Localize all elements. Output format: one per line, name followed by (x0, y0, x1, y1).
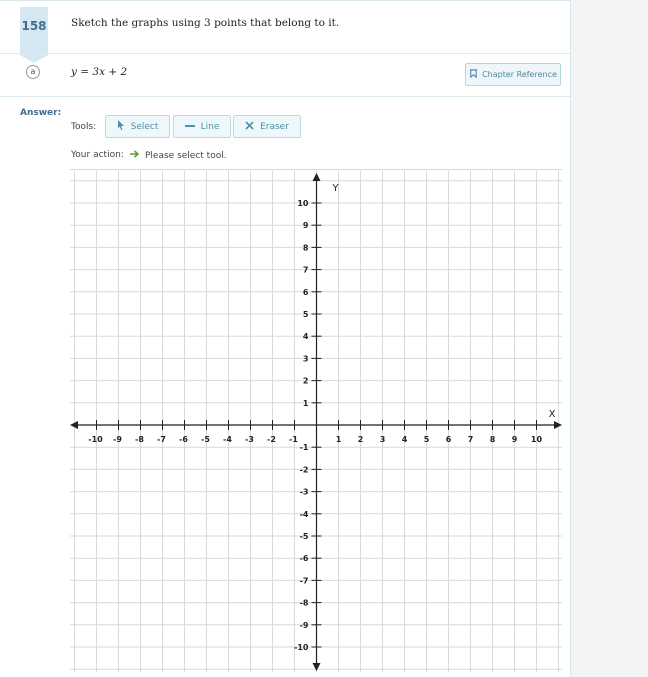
graph-top-rule (70, 169, 562, 170)
action-status (130, 150, 227, 161)
x-tick-label: 10 (530, 435, 543, 444)
y-tick-label: -9 (299, 620, 309, 630)
divider (0, 96, 570, 97)
y-axis-arrow-down (313, 663, 321, 671)
y-axis-label: Y (332, 183, 339, 194)
y-tick-label: -8 (299, 598, 309, 608)
select-tool-label: Select (130, 121, 159, 132)
chapter-reference-label: Chapter Reference (482, 70, 557, 79)
x-tick-label: -7 (157, 435, 166, 444)
y-tick-label: -1 (299, 443, 309, 453)
x-tick-label: -6 (179, 435, 188, 444)
y-axis-arrow-up (313, 173, 321, 181)
answer-label: Answer: (20, 108, 62, 118)
arrow-right-icon (130, 150, 140, 161)
chapter-reference-button[interactable] (465, 63, 561, 86)
x-tick-label: 6 (445, 435, 452, 444)
y-tick-label: -6 (299, 554, 309, 564)
x-tick-label: 1 (335, 435, 342, 444)
x-tick-label: -4 (223, 435, 232, 444)
y-tick-label: -10 (294, 643, 309, 652)
x-tick-label: 4 (401, 435, 408, 444)
line-tool-button[interactable] (173, 115, 231, 138)
x-tick-label: -10 (88, 435, 103, 444)
y-tick-label: -5 (299, 532, 309, 541)
y-tick-label: 5 (302, 310, 309, 319)
cursor-icon (117, 120, 125, 133)
y-tick-label: 3 (302, 354, 309, 364)
select-tool-button[interactable] (105, 115, 170, 138)
x-tick-label: -1 (289, 435, 298, 444)
coordinate-graph[interactable] (70, 171, 562, 672)
y-tick-label: -3 (299, 487, 309, 497)
tools-label: Tools: (71, 122, 97, 132)
y-tick-label: 10 (297, 199, 309, 208)
y-tick-label: 1 (302, 398, 309, 408)
y-tick-label: -4 (299, 509, 309, 519)
equation: y = 3x + 2 (71, 66, 128, 78)
y-tick-label: 6 (302, 287, 309, 297)
divider (0, 53, 570, 54)
x-tick-label: 3 (379, 435, 386, 444)
y-tick-label: 4 (302, 332, 309, 342)
x-tick-label: -8 (135, 435, 144, 444)
eraser-tool-button[interactable] (233, 115, 301, 138)
x-tick-label: -3 (245, 435, 254, 444)
action-value: Please select tool. (145, 150, 227, 161)
line-tool-label: Line (200, 121, 220, 132)
x-axis-label: X (548, 409, 556, 420)
x-icon (245, 121, 254, 133)
y-tick-label: 2 (302, 376, 309, 386)
action-label: Your action: (71, 150, 124, 160)
y-tick-label: 7 (302, 265, 309, 275)
problem-instruction: Sketch the graphs using 3 points that belong to it. (71, 17, 340, 29)
y-tick-label: 9 (302, 221, 309, 231)
y-tick-label: -7 (299, 576, 309, 586)
line-icon (185, 122, 195, 132)
y-tick-label: -2 (299, 465, 309, 475)
y-tick-label: 8 (302, 243, 309, 253)
problem-number: 158 (21, 19, 47, 33)
x-tick-label: -5 (201, 435, 210, 444)
part-label-circle: a (26, 65, 40, 79)
eraser-tool-label: Eraser (260, 121, 289, 132)
x-tick-label: 7 (467, 435, 474, 444)
x-tick-label: 8 (489, 435, 496, 444)
x-tick-label: 2 (357, 435, 364, 444)
bookmark-icon (469, 69, 478, 80)
x-tick-label: 5 (423, 435, 430, 444)
x-tick-label: -9 (113, 435, 122, 444)
x-tick-label: -2 (267, 435, 276, 444)
x-tick-label: 9 (511, 435, 518, 444)
